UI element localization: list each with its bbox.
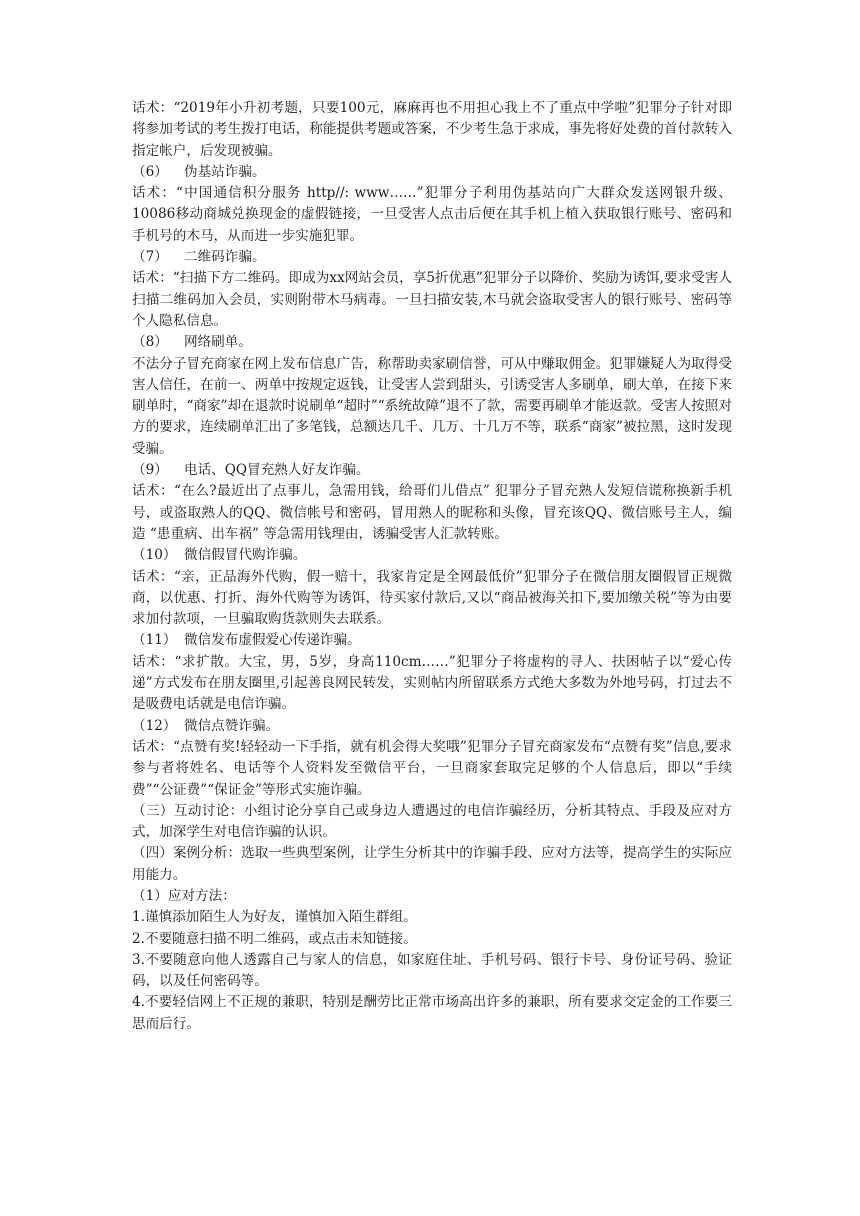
section-number: （6） [132, 163, 168, 180]
list-item: 4.不要轻信网上不正规的兼职，特别是酬劳比正常市场高出许多的兼职，所有要求交定金的工作要三思而后行。 [132, 994, 732, 1032]
section-number: （12） [132, 717, 177, 734]
section-number: （10） [132, 547, 177, 564]
paragraph: 话术：“点赞有奖!轻轻动一下手指，就有机会得大奖哦”犯罪分子冒充商家发布“点赞有奖”信息,要求参与者将姓名、电话等个人资料发至微信平台，一旦商家套取完足够的个人信息后，即以“手续费”“公证费”“保证金”等形式实施诈骗。 [132, 738, 732, 798]
paragraph: 不法分子冒充商家在网上发布信息广告，称帮助卖家刷信誉，可从中赚取佣金。犯罪嫌疑人为取得受害人信任，在前一、两单中按规定返钱，让受害人尝到甜头，引诱受害人多刷单，刷大单，在接下来刷单时，“商家”却在退款时说刷单“超时”“系统故障”退不了款，需要再刷单才能返款。受害人按照对方的要求，连续刷单汇出了多笔钱，总额达几千、几万、十几万不等，联系“商家”被拉黑，这时发现受骗。 [132, 355, 732, 457]
section-title: 微信发布虚假爱心传递诈骗。 [184, 632, 361, 649]
section-heading [132, 545, 732, 566]
section-title: 微信假冒代购诈骗。 [184, 547, 307, 564]
section-heading [132, 630, 732, 651]
section-heading [132, 332, 732, 353]
section-heading [132, 716, 732, 737]
paragraph: （四）案例分析：选取一些典型案例，让学生分析其中的诈骗手段、应对方法等，提高学生的实际应用能力。 [132, 845, 732, 883]
list-item: 2.不要随意扫描不明二维码，或点击未知链接。 [132, 930, 417, 947]
section-heading [132, 460, 732, 481]
section-number: （7） [132, 249, 168, 266]
paragraph: 话术：“扫描下方二维码。即成为xx网站会员，享5折优惠”犯罪分子以降价、奖励为诱饵,要求受害人扫描二维码加入会员，实则附带木马病毒。一旦扫描安装,木马就会盗取受害人的银行账号、密码等个人隐私信息。 [132, 270, 732, 329]
paragraph: 话术：“亲，正品海外代购，假一赔十，我家肯定是全网最低价”犯罪分子在微信朋友圈假冒正规微商，以优惠、打折、海外代购等为诱饵，待买家付款后,又以“商品被海关扣下,要加缴关税”等为由要求加付款项，一旦骗取购货款则失去联系。 [132, 568, 732, 628]
section-number: （8） [132, 334, 168, 351]
paragraph: （三）互动讨论：小组讨论分享自己或身边人遭遇过的电信诈骗经历，分析其特点、手段及应对方式，加深学生对电信诈骗的认识。 [132, 802, 732, 841]
paragraph: 话术：“在么?最近出了点事儿，急需用钱，给哥们儿借点” 犯罪分子冒充熟人发短信谎称换新手机号，或盗取熟人的QQ、微信帐号和密码，冒用熟人的昵称和头像，冒充该QQ、微信账号主人，编造 “患重病、出车祸” 等急需用钱理由，诱骗受害人汇款转账。 [132, 483, 732, 542]
section-title: 微信点赞诈骗。 [184, 717, 280, 734]
paragraph: 话术：“求扩散。大宝，男，5岁，身高110cm……”犯罪分子将虚构的寻人、扶困帖子以“爱心传递”方式发布在朋友圈里,引起善良网民转发，实则帖内所留联系方式绝大多数为外地号码，打过去不是吸费电话就是电信诈骗。 [132, 653, 732, 713]
section-title: 电话、QQ冒充熟人好友诈骗。 [184, 462, 370, 479]
section-title: 二维码诈骗。 [184, 249, 266, 266]
section-title: 网络刷单。 [184, 334, 252, 351]
document-body [132, 98, 732, 1035]
section-title: 伪基站诈骗。 [184, 163, 266, 180]
list-item: 1.谨慎添加陌生人为好友，谨慎加入陌生群组。 [132, 909, 417, 926]
list-item: 3.不要随意向他人透露自己与家人的信息，如家庭住址、手机号码、银行卡号、身份证号码、验证码，以及任何密码等。 [132, 951, 732, 990]
section-number: （11） [132, 632, 177, 649]
section-heading [132, 247, 732, 268]
paragraph: 话术：“中国通信积分服务 http//: www……”犯罪分子利用伪基站向广大群众发送网银升级、10086移动商城兑换现金的虚假链接，一旦受害人点击后便在其手机上植入获取银行账号、密码和手机号的木马，从而进一步实施犯罪。 [132, 185, 732, 244]
paragraph: 话术：“2019年小升初考题，只要100元，麻麻再也不用担心我上不了重点中学啦”犯罪分子针对即将参加考试的考生拨打电话，称能提供考题或答案，不少考生急于求成，事先将好处费的首付款转入指定帐户，后发现被骗。 [132, 100, 732, 159]
paragraph: （1）应对方法： [132, 887, 236, 904]
section-number: （9） [132, 462, 168, 479]
section-heading [132, 162, 732, 183]
